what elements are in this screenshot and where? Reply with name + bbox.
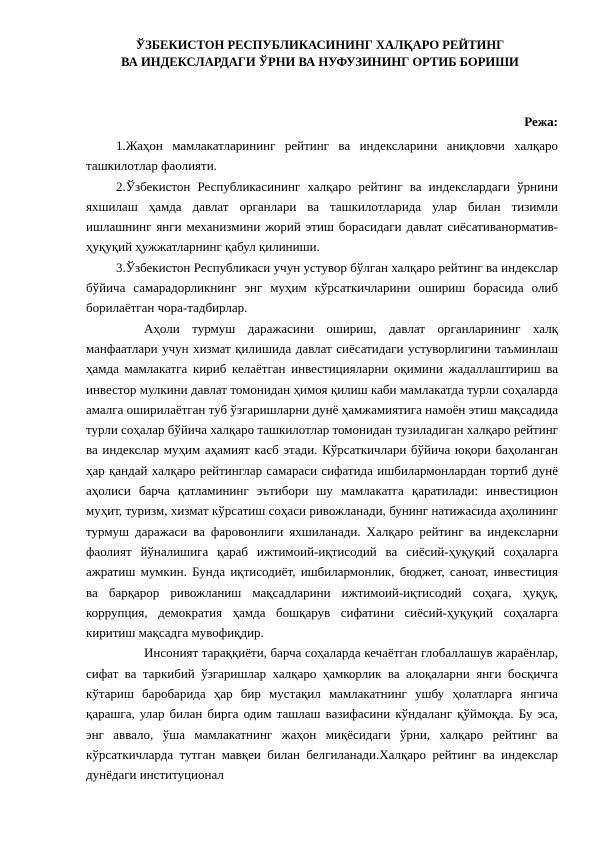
document-body: [86, 136, 558, 786]
title-line-1: ЎЗБЕКИСТОН РЕСПУБЛИКАСИНИНГ ХАЛҚАРО РЕЙТИНГ: [135, 38, 505, 52]
document-title: [80, 37, 560, 71]
body-paragraph-1: Аҳоли турмуш даражасини ошириш, давлат органларининг халқ манфаатлари учун хизмат қилишида давлат сиёсатидаги устуворлигини таъминлаш ҳамда мамлакатга кириб келаётган инвестицияларни оқимини жадаллаштириш ва инвестор мулкини давлат томонидан ҳимоя қилиш каби мамлакатда турли соҳаларда амалга оширилаётган туб ўзгаришларни дунё ҳамжамиятига намоён этиш мақсадида турли соҳалар бўйича халқаро ташкилотлар томонидан тузиладиган халқаро рейтинг ва индекслар муҳим аҳамият касб этади. Кўрсаткичлари бўйича юқори баҳоланган ҳар қандай халқаро рейтинглар самараси сифатида ишбилармонлардан тортиб дунё аҳолиси барча қатламининг эътибори шу мамлакатга қаратилади: инвестицион муҳит, туризм, хизмат кўрсатиш соҳаси ривожланади, бунинг натижасида аҳолининг турмуш даражаси ва фаровонлиги яхшиланади. Халқаро рейтинг ва индексларни фаолият йўналишига қараб ижтимоий-иқтисодий ва сиёсий-ҳуқуқий соҳаларга ажратиш мумкин. Бунда иқтисодиёт, ишбилармонлик, бюджет, саноат, инвестиция ва барқарор ривожланиш мақсадларини ижтимоий-иқтисодий соҳага, ҳуқуқ, коррупция, демократия ҳамда бошқарув сифатини сиёсий-ҳуқуқий соҳаларга киритиш мақсадга мувофиқдир.: [86, 320, 558, 641]
title-line-2: ВА ИНДЕКСЛАРДАГИ ЎРНИ ВА НУФУЗИНИНГ ОРТИБ БОРИШИ: [121, 55, 519, 69]
body-paragraph-2: Инсоният тараққиёти, барча соҳаларда кечаётган глобаллашув жараёнлар, сифат ва таркибий ўзгаришлар халқаро ҳамкорлик ва алоқаларни янги босқичга кўтариш баробарида ҳар бир мустақил мамлакатнинг ушбу ҳолатларга янгича қарашга, улар билан бирга одим ташлаш вазифасини кўндаланг қўймоқда. Бу эса, энг аввало, ўша мамлакатнинг жаҳон миқёсидаги ўрни, халқаро рейтинг ва кўрсаткичларда тутган мавқеи билан белгиланади.Халқаро рейтинг ва индекслар дунёдаги институционал: [86, 645, 558, 783]
plan-heading: Режа:: [524, 114, 558, 129]
plan-item-1: 1.Жаҳон мамлакатларининг рейтинг ва индексларини аниқловчи халқаро ташкилотлар фаолияти.: [86, 138, 558, 174]
plan-item-2: 2.Ўзбекистон Республикасининг халқаро рейтинг ва индекслардаги ўрнини яхшилаш ҳамда давлат органлари ва ташкилотларида улар билан тизимли ишлашнинг янги механизмини жорий этиш борасидаги давлат сиёсативанорматив-ҳуқуқий ҳужжатларнинг қабул қилиниши.: [86, 178, 558, 255]
plan-item-3: 3.Ўзбекистон Республикаси учун устувор бўлган халқаро рейтинг ва индекслар бўйича самарадорликнинг энг муҳим кўрсаткичларини ошириш борасида олиб борилаётган чора-тадбирлар.: [86, 259, 558, 316]
